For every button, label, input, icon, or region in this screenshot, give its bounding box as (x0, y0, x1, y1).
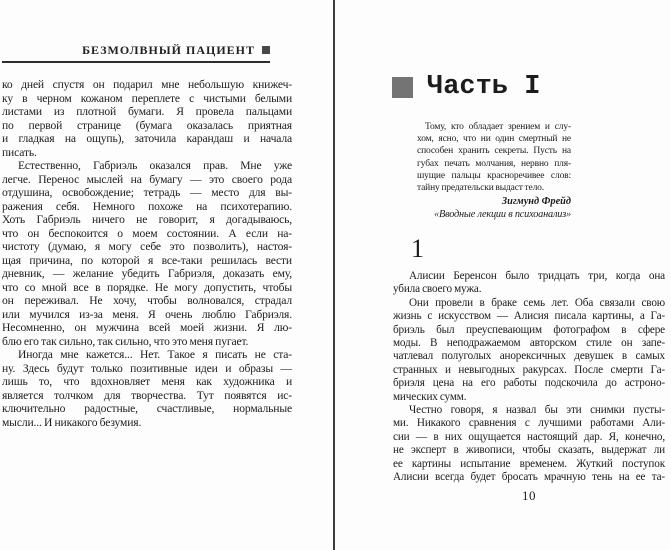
running-header (2, 43, 270, 63)
text-line: ми. Никакого сравнения с лучшими работами Али- (393, 417, 665, 430)
text-line: он переживал. Не хочу, чтобы волновался, страдал (2, 294, 292, 307)
text-line: ее картины испытание временем. Жуткий поступок (393, 457, 665, 470)
text-line: Естественно, Габриэль оказался прав. Мне уже (18, 159, 292, 172)
text-line: чистоту (думаю, я могу себе это позволить), настоя- (2, 240, 292, 253)
text-line: моды. В неподражаемом авторском стиле он запе- (393, 337, 665, 350)
right-page-body-text (393, 270, 665, 485)
text-line: является толчком для творчества. Тут появятся ис- (2, 388, 292, 402)
text-line: Алисии Беренсон было тридцать три, когда она (409, 270, 665, 282)
text-line: Они провели в браке семь лет. Оба связали свою (409, 296, 665, 309)
text-line: мысли... И никакого безумия. (2, 415, 142, 429)
text-line: бриэля цена на его работы подскочила до астроно- (393, 377, 665, 390)
text-line: хом, ясно, что ни один смертный не (417, 134, 571, 145)
part-square-icon (392, 77, 413, 98)
left-page (0, 0, 333, 550)
text-line: губах печать молчания, нервно пля- (417, 158, 571, 169)
text-line: блю его так сильно, так сильно, что это меня пугает. (2, 334, 249, 348)
text-line: странных и невыгодных ракурсах. После смерти Га- (393, 363, 665, 376)
text-line: бриэль был преуспевающим фотографом в сфере (393, 323, 665, 336)
text-line: ну. Здесь будут только позитивные идеи и образы — (2, 361, 292, 375)
text-line: писать. (2, 145, 37, 159)
epigraph-source: «Вводные лекции в психоанализ» (434, 209, 571, 220)
text-line: отдушина, освобождение; тетрадь — место для вы- (2, 186, 292, 199)
text-line: лишь то, что вдохновляет меня как художника и (2, 375, 292, 388)
text-line: тайну предательски выдаст тело. (417, 183, 544, 194)
chapter-number: 1 (411, 234, 424, 263)
page-number: 10 (522, 488, 536, 503)
text-line: и гладкая на ощупь), заточила карандаш и начала (2, 132, 292, 145)
epigraph (417, 121, 571, 194)
text-line: убила своего мужа. (393, 283, 482, 296)
text-line: не эксперт в живописи, чтобы сказать, выдержат ли (393, 444, 665, 457)
text-line: легче. Перенос мыслей на бумагу — это своего рода (2, 172, 292, 186)
left-page-body-text (2, 78, 292, 429)
text-line: Тому, кто обладает зрением и слу- (425, 122, 571, 132)
text-line: Несомненно, он мужчина всей моей жизни. Я лю- (2, 321, 292, 334)
text-line: сии — в них ощущается настоящий дар. Я, конечно, (393, 430, 665, 443)
running-header-title: БЕЗМОЛВНЫЙ ПАЦИЕНТ (82, 43, 255, 57)
text-line: что со мной все в порядке. Не могу допустить, чтобы (2, 280, 292, 294)
text-line: или мучился из-за меня. Я очень люблю Габриэля. (2, 307, 292, 321)
text-line: щая причина, по которой я все-таки решилась вести (2, 253, 292, 267)
text-line: ражения себя. Немного похоже на психотерапию. (2, 199, 292, 213)
text-line: ключительно радостные, счастливые, нормальные (2, 402, 292, 415)
text-line: дневник, — желание убедить Габриэля, доказать ему, (2, 267, 292, 280)
text-line: способен хранить секреты. Пусть на (417, 146, 571, 157)
text-line: ку в черном кожаном переплете с чистыми белыми (2, 91, 292, 105)
text-line: Честно говоря, я назвал бы эти снимки пусты- (409, 404, 665, 417)
text-line: чатлевал полуголых анорексичных девушек в самых (393, 350, 665, 363)
text-line: мических сумм. (393, 390, 467, 403)
text-line: Хоть Габриэль ничего не говорит, я догадываюсь, (2, 213, 292, 226)
text-line: что он беспокоится о моем состоянии. А если на- (2, 226, 292, 240)
text-line: по первой странице (бумага оказалась приятная (2, 118, 292, 132)
epigraph-author: Зигмунд Фрейд (501, 196, 571, 207)
part-heading (392, 72, 540, 102)
text-line: жизнь с искусством — Алисия писала картины, а Га- (393, 310, 665, 323)
text-line: Алисии всегда будет бросать мрачную тень на ее та- (393, 471, 665, 484)
text-line: ко дней спустя он подарил мне небольшую книжеч- (2, 78, 292, 91)
header-square-icon (262, 46, 270, 54)
text-line: Иногда мне кажется... Нет. Такое я писать не ста- (18, 348, 292, 361)
text-line: шущие пальцы красноречивее слов: (417, 170, 571, 181)
part-title: Часть I (427, 72, 541, 102)
text-line: листами из плотной бумаги. Я провела пальцами (2, 105, 292, 118)
right-page (335, 0, 671, 550)
